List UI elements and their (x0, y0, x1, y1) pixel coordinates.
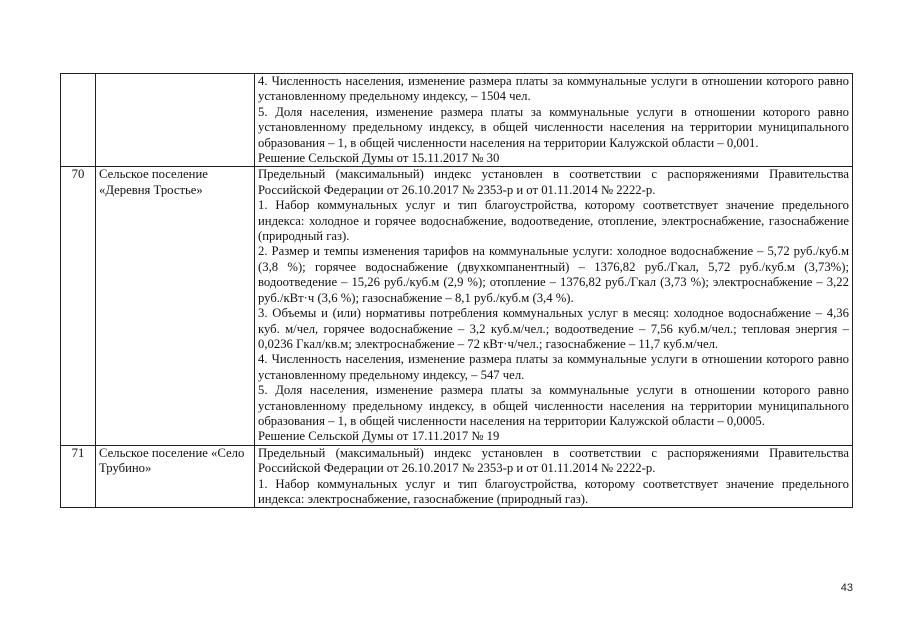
table-row (61, 445, 853, 508)
index-details (255, 74, 853, 167)
settlement-name: Сельское поселение «Деревня Тростье» (96, 167, 255, 445)
row-number (61, 74, 96, 167)
table-row (61, 74, 853, 167)
page-number: 43 (840, 582, 853, 594)
decision-reference: Решение Сельской Думы от 15.11.2017 № 30 (258, 151, 500, 166)
paragraph: 2. Размер и темпы изменения тарифов на коммунальные услуги: холодное водоснабжение – 5,72 руб./куб.м (3,8 %); горячее водоснабжение (двухкомпанентный) – 1376,82 руб./Гкал, 5,72 руб./куб.м (3,73%); водоотведение – 15,26 руб./куб.м (2,9 %); отопление – 1376,82 руб./Гкал (3,73 %); электроснабжение – 3,22 руб./кВт·ч (3,6 %); газоснабжение – 8,1 руб./куб.м (3,4 %). (258, 244, 849, 305)
table-row (61, 167, 853, 445)
index-details (255, 167, 853, 445)
paragraph: 5. Доля населения, изменение размера платы за коммунальные услуги в отношении которого равно установленному предельному индексу, в общей численности населения на территории муниципального образования – 1, в общей численности населения на территории Калужской области – 0,001. (258, 104, 849, 150)
settlement-name: Сельское поселение «Село Трубино» (96, 445, 255, 508)
paragraph: Предельный (максимальный) индекс установлен в соответствии с распоряжениями Правительства Российской Федерации от 26.10.2017 № 2353-р и от 01.11.2014 № 2222-р. (258, 445, 849, 476)
paragraph: 3. Объемы и (или) нормативы потребления коммунальных услуг в месяц: холодное водоснабжение – 4,36 куб. м/чел, горячее водоснабжение – 3,2 куб.м/чел.; водоотведение – 7,56 куб.м/чел.; тепловая энергия – 0,0236 Гкал/кв.м; электроснабжение – 72 кВт·ч/чел.; газоснабжение – 11,7 куб.м/чел. (258, 306, 849, 351)
paragraph: 4. Численность населения, изменение размера платы за коммунальные услуги в отношении которого равно установленному предельному индексу, – 547 чел. (258, 352, 849, 382)
paragraph: Предельный (максимальный) индекс установлен в соответствии с распоряжениями Правительства Российской Федерации от 26.10.2017 № 2353-р и от 01.11.2014 № 2222-р. (258, 167, 849, 197)
paragraph: 4. Численность населения, изменение размера платы за коммунальные услуги в отношении которого равно установленному предельному индексу, – 1504 чел. (258, 74, 849, 104)
row-number: 71 (61, 445, 96, 508)
settlements-index-table (60, 73, 853, 508)
paragraph: 1. Набор коммунальных услуг и тип благоустройства, которому соответствует значение предельного индекса: электроснабжение, газоснабжение (природный газ). (258, 476, 849, 506)
row-number: 70 (61, 167, 96, 445)
settlement-name (96, 74, 255, 167)
paragraph: 1. Набор коммунальных услуг и тип благоустройства, которому соответствует значение предельного индекса: холодное и горячее водоснабжение, водоотведение, отопление, электроснабжение, газоснабжение (природный газ). (258, 198, 849, 244)
index-details (255, 445, 853, 508)
decision-reference: Решение Сельской Думы от 17.11.2017 № 19 (258, 429, 500, 444)
paragraph: 5. Доля населения, изменение размера платы за коммунальные услуги в отношении которого равно установленному предельному индексу, в общей численности населения на территории муниципального образования – 1, в общей численности населения на территории Калужской области – 0,0005. (258, 383, 849, 428)
